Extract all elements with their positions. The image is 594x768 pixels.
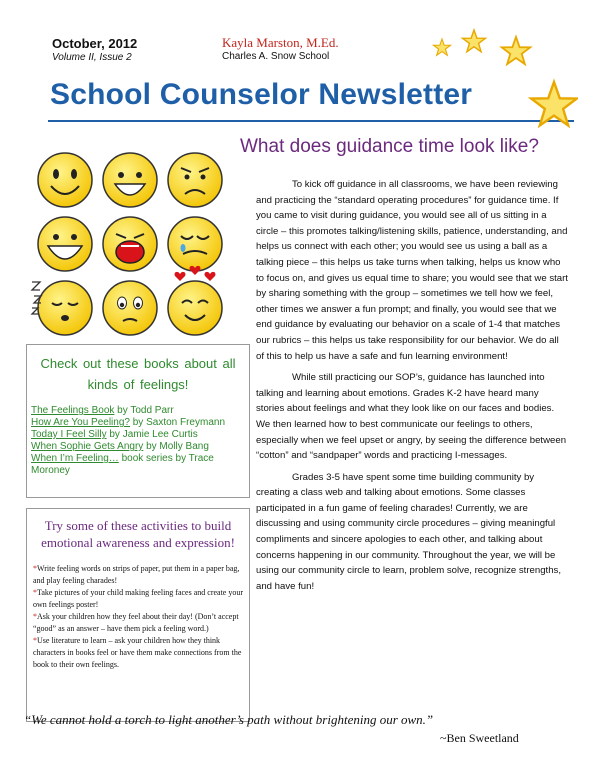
book-title: When Sophie Gets Angry [31,441,144,452]
quote-attribution: ~Ben Sweetland [440,731,519,745]
activities-heading: Try some of these activities to build emotional awareness and expression! [41,518,235,550]
list-item: *Write feeling words on strips of paper, put them in a paper bag, and play feeling charades! [33,564,240,585]
book-title: How Are You Peeling? [31,417,130,428]
list-item [31,405,245,417]
star-icon [433,39,450,55]
emoji-face-icon [38,217,92,271]
article-paragraph: To kick off guidance in all classrooms, we have been reviewing and practicing the “standard operating procedures” for guidance time. If you came to visit during guidance, you would see all of us sitting in a circle – this promotes talking/listening skills, patience, understanding, and helps us connect with each other; you would see us using a ball as a talking piece – this helps us take turns when talking, helps us know who to focus on, and gives us equal time to share; you would see that we start by sharing something with the group – sometimes we tell how we feel, other times we answer a fun prompt; and finally, you would see that we end guidance by evaluating our behavior on a scale of 1-4 that matches our rubrics – this helps us take responsibility for our behavior. We do all of this to help us have a safe and fun learning environment! [256,179,568,362]
feeling-faces-illustration [30,150,230,340]
newsletter-title: School Counselor Newsletter [50,78,473,111]
issue-volume: Volume II, Issue 2 [52,52,132,63]
list-item: *Take pictures of your child making feeling faces and create your own feelings poster! [33,588,244,609]
heart-icon [175,266,216,281]
stars-decoration [428,26,578,136]
article-paragraph: While still practicing our SOP’s, guidance has launched into talking and learning about emotions. Grades K-2 have heard many stories about feelings and what they look like on our faces and bodies. We then learned how to best communicate our feelings to others, especially when we feel upset or angry, by seeing the difference between “cotton” and “sandpaper” words and practicing I-messages. [256,372,567,462]
emoji-face-icon [168,217,222,271]
emoji-face-icon [103,217,157,271]
star-icon [531,82,577,125]
emoji-face-icon [168,281,222,335]
emoji-face-icon [168,153,222,207]
books-box [26,344,250,498]
closing-quote: “We cannot hold a torch to light another’s path without brightening our own.” [24,712,434,727]
bullet-icon: * [33,612,37,621]
emoji-face-icon [38,153,92,207]
book-title: When I’m Feeling… [31,453,119,464]
author-name: Kayla Marston, M.Ed. [222,35,339,50]
book-author: by Saxton Freymann [129,417,226,428]
book-author: book series by Trace Moroney [31,453,214,476]
article-heading: What does guidance time look like? [240,136,539,157]
book-title: The Feelings Book [31,405,115,416]
bullet-icon: * [33,588,37,597]
activities-box [26,508,250,722]
list-item [31,453,245,477]
list-item: *Ask your children how they feel about their day! (Don’t accept “good” as an answer – have them pick a feeling word.) [33,612,239,633]
school-name: Charles A. Snow School [222,51,330,62]
emoji-face-icon [38,281,92,335]
emoji-face-icon [103,281,157,335]
star-icon [502,37,531,64]
issue-date: October, 2012 [52,36,138,51]
list-item [31,441,245,453]
emoji-face-icon [103,153,157,207]
list-item [31,417,245,429]
book-author: by Molly Bang [143,441,209,452]
book-author: by Todd Parr [114,405,174,416]
bullet-icon: * [33,564,37,573]
list-item [31,429,245,441]
star-icon [463,30,486,52]
list-item: *Use literature to learn – ask your children how they think characters in books feel or have them make connections from the book to their own feelings. [33,636,242,669]
bullet-icon: * [33,636,37,645]
book-list [31,405,245,477]
book-author: by Jamie Lee Curtis [106,429,198,440]
books-heading: Check out these books about all kinds of feelings! [40,356,236,392]
article-paragraph: Grades 3-5 have spent some time building community by creating a class web and talking about emotions. Some classes participated in a fun game of feeling charades! Currently, we are discussing and using community circle procedures – giving meaningful compliments and sincere apologies to each other, and talking about concerns happening in our community. Throughout the year, we will be using our community circle to learn, problem solve, recognize strengths, and have fun! [256,471,562,592]
article-body [256,177,568,600]
activities-list [33,563,245,671]
book-title: Today I Feel Silly [31,429,107,440]
